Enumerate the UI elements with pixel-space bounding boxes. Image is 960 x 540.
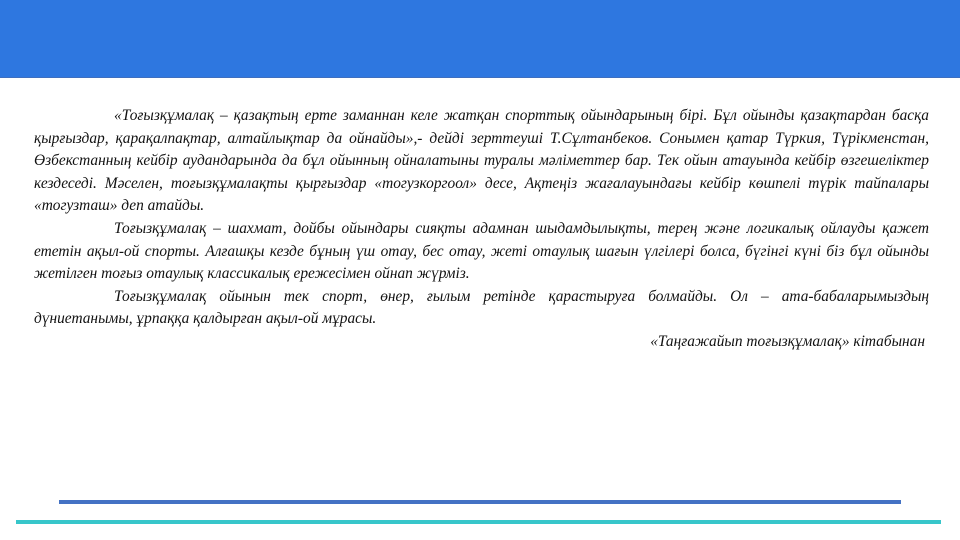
decorative-line-blue	[59, 500, 901, 504]
paragraph-1: «Тоғызқұмалақ – қазақтың ерте заманнан келе жатқан спорттық ойындарының бірі. Бұл ойынды қазақтардан басқа қырғыздар, қарақалпақтар, алтайлықтар да ойнайды»,- дейді зерттеуші Т.Сұлтанбеков. Сонымен қатар Түркия, Түрікменстан, Өзбекстанның кейбір аудандарында да бұл ойынның ойналатыны туралы мәліметтер бар. Тек ойын атауында кейбір өзгешеліктер кездеседі. Мәселен, тоғызқұмалақты қырғыздар «тогузкоргоол» десе, Ақтеңіз жағалауындағы кейбір көшпелі түрік тайпалары «тогузташ» деп атайды.	[34, 107, 929, 215]
decorative-line-cyan	[16, 520, 941, 524]
header-bar	[0, 0, 960, 78]
paragraph-2: Тоғызқұмалақ – шахмат, дойбы ойындары сияқты адамнан шыдамдылықты, терең және логикалық ойлауды қажет ететін ақыл-ой спорты. Алғашқы кезде бұның үш отау, бес отау, жеті отаулық шағын үлгілері болса, бүгінгі күні біз бұл ойынды жетілген тоғыз отаулық классикалық ережесімен ойнап жүрміз.	[34, 219, 929, 283]
document-body	[34, 105, 929, 354]
paragraph-3: Тоғызқұмалақ ойынын тек спорт, өнер, ғылым ретінде қарастыруға болмайды. Ол – ата-бабаларымыздың дүниетанымы, ұрпаққа қалдырған ақыл-ой мұрасы.	[34, 287, 929, 328]
source-citation: «Таңғажайып тоғызқұмалақ» кітабынан	[650, 332, 925, 350]
